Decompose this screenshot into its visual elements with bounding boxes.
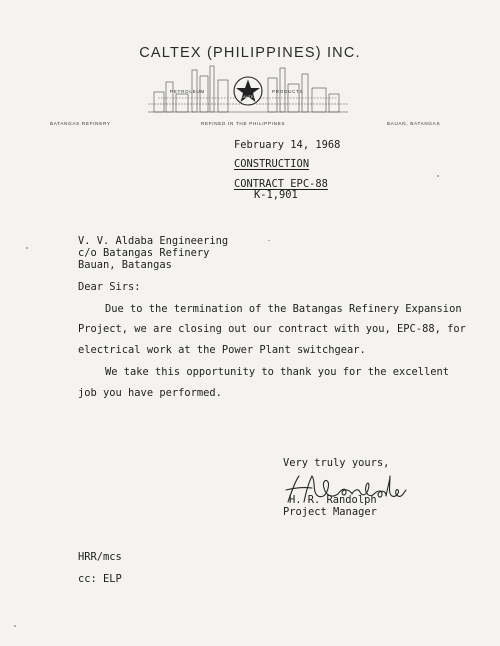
paragraph-1-line-1: Due to the termination of the Batangas Refinery Expansion <box>105 303 462 315</box>
letterhead-right-note: BAUAN, BATANGAS <box>387 121 441 126</box>
recipient-address-1: c/o Batangas Refinery <box>78 247 210 259</box>
emblem-right-text: PRODUCTS <box>272 89 304 94</box>
paragraph-2-line-1: We take this opportunity to thank you for the excellent <box>105 366 450 378</box>
signer-name: H. R. Randolph <box>289 494 377 506</box>
salutation: Dear Sirs: <box>78 281 141 293</box>
scan-speck <box>437 175 439 177</box>
valediction: Very truly yours, <box>283 457 390 469</box>
emblem-left-text: PETROLEUM <box>170 89 205 94</box>
recipient-name: V. V. Aldaba Engineering <box>78 235 229 247</box>
recipient-address-2: Bauan, Batangas <box>78 259 172 271</box>
signer-title: Project Manager <box>283 506 377 518</box>
paragraph-2-line-2: job you have performed. <box>78 387 222 399</box>
refinery-skyline-logo <box>148 58 348 116</box>
scan-speck <box>14 625 16 627</box>
company-name: CALTEX (PHILIPPINES) INC. <box>139 45 361 61</box>
scan-speck <box>26 247 28 249</box>
scan-speck <box>268 240 270 241</box>
carbon-copy-line: cc: ELP <box>78 573 122 585</box>
letterhead-left-note: BATANGAS REFINERY <box>50 121 111 126</box>
emblem-center-text: CALTEX <box>240 94 257 99</box>
typist-initials: HRR/mcs <box>78 551 122 563</box>
subject-line: CONSTRUCTION <box>234 158 310 170</box>
paragraph-1-line-2: Project, we are closing out our contract with you, EPC-88, for <box>78 323 466 335</box>
contract-line: CONTRACT EPC-88 <box>234 178 328 190</box>
letterhead-center-note: REFINED IN THE PHILIPPINES <box>201 121 286 126</box>
reference-number: K-1,901 <box>254 189 298 201</box>
paragraph-1-line-3: electrical work at the Power Plant switchgear. <box>78 344 366 356</box>
letter-date: February 14, 1968 <box>234 139 341 151</box>
